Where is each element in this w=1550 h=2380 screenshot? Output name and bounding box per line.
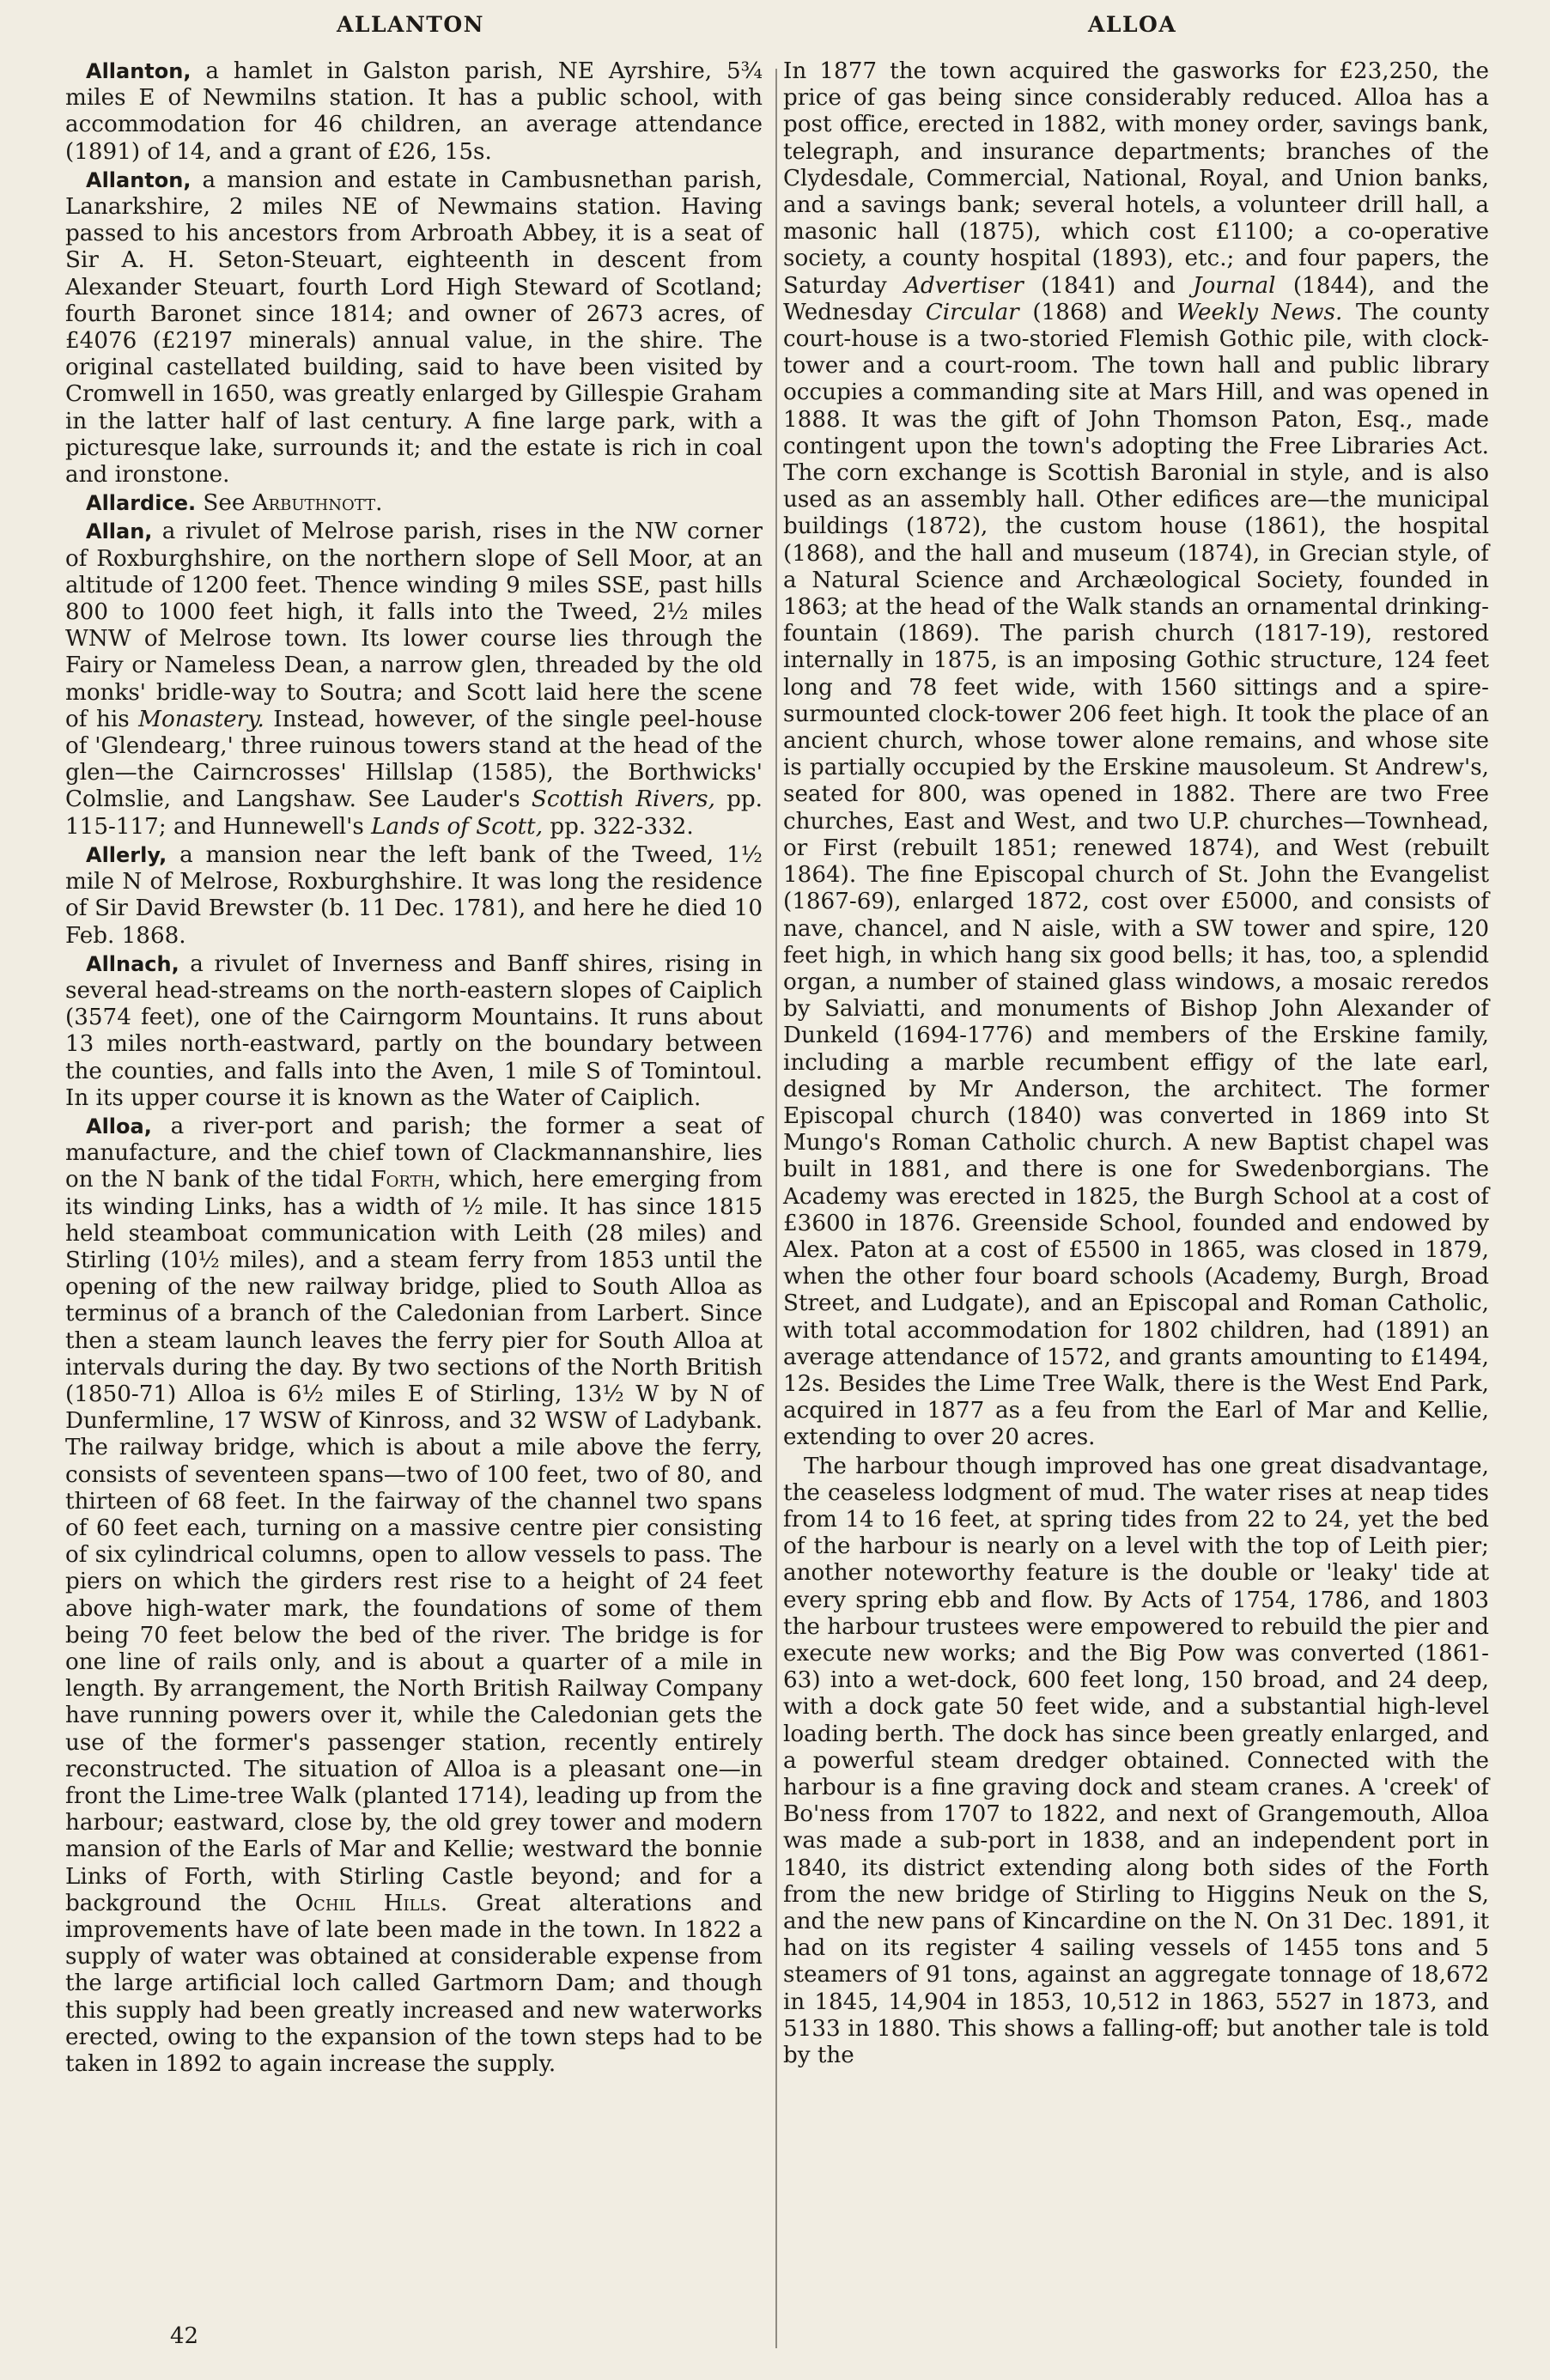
entry-headword: Allnach, [86,951,179,976]
book-title: Monastery. [138,706,264,732]
entry-headword: Allanton, [86,167,191,192]
entry-allardice: Allardice. See Arbuthnott. [86,490,383,517]
entry-text: a rivulet of Inverness and Banff shires, rising in several head-streams on the north-eastern slopes of Caiplich (3574 feet), one of the Cairngorm Mountains. It runs about 13 miles north-eastward, partly on the boundary between the counties, and falls into the Aven, 1 mile S of Tomintoul. In its upper course it is known as the Water of Caiplich. [65,950,763,1111]
newspaper-title: Weekly News. [1176,299,1343,325]
newspaper-title: Journal [1193,272,1276,299]
column-divider [775,69,777,2348]
book-title: Scottish Rivers, [531,786,715,813]
entry-text: See [196,490,252,517]
running-header-right: ALLOA [1088,12,1177,37]
entry-headword: Allerly, [86,842,167,867]
cross-reference: Arbuthnott [252,490,376,517]
page-number: 42 [170,2323,199,2349]
entry-headword: Allardice. [86,491,197,516]
entry-text: a mansion near the left bank of the Tweed, 1½ mile N of Melrose, Roxburghshire. It was long the residence of Sir David Brewster (b. 11 Dec. 1781), and here he died 10 Feb. 1868. [65,841,763,949]
cross-reference: Ochil Hills [295,1890,441,1916]
entry-text: a hamlet in Galston parish, NE Ayrshire, 5¾ miles E of Newmilns station. It has a public school, with accommodation for 46 children, an average attendance (1891) of 14, and a grant of £26, 15s. [65,58,763,165]
entry-headword: Allanton, [86,59,191,83]
entry-headword: Allan, [86,519,153,544]
newspaper-title: Circular [925,299,1019,325]
right-column [783,58,1489,2359]
entry-allan: Allan, a rivulet of Melrose parish, rises in the NW corner of Roxburghshire, on the northern slope of Sell Moor, at an altitude of 1200 feet. Thence winding 9 miles SSE, past hills 800 to 1000 feet high, it falls into the Tweed, 2½ miles WNW of Melrose town. Its lower course lies through the Fairy or Nameless Dean, a narrow glen, threaded by the old monks' bridle-way to Soutra; and Scott laid here the scene of his Monastery. Instead, however, of the single peel-house of 'Glendearg,' three ruinous towers stand at the head of the glen—the Cairncrosses' Hillslap (1585), the Borthwicks' Colmslie, and Langshaw. See Lauder's Scottish Rivers, pp. 115-117; and Hunnewell's Lands of Scott, pp. 322-332. [65,519,763,840]
entry-allanton-mansion [65,167,763,489]
entry-allanton-hamlet [65,58,763,166]
entry-headword: Alloa, [86,1114,152,1138]
newspaper-title: Advertiser [903,272,1024,299]
alloa-town-paragraph: In 1877 the town acquired the gasworks for £23,250, the price of gas being since considerably reduced. Alloa has a post office, erected in 1882, with money order, savings bank, telegraph, and insurance departments; branches of the Clydesdale, Commercial, National, Royal, and Union banks, and a savings bank; several hotels, a volunteer drill hall, a masonic hall (1875), which cost £1100; a co-operative society, a county hospital (1893), etc.; and four papers, the Saturday Advertiser (1841) and Journal (1844), and the Wednesday Circular (1868) and Weekly News. The county court-house is a two-storied Flemish Gothic pile, with clock-tower and a court-room. The town hall and public library occupies a commanding site at Mars Hill, and was opened in 1888. It was the gift of John Thomson Paton, Esq., made contingent upon the town's adopting the Free Libraries Act. The corn exchange is Scottish Baronial in style, and is also used as an assembly hall. Other edifices are—the municipal buildings (1872), the custom house (1861), the hospital (1868), and the hall and museum (1874), in Grecian style, of a Natural Science and Archæological Society, founded in 1863; at the head of the Walk stands an ornamental drinking-fountain (1869). The parish church (1817-19), restored internally in 1875, is an imposing Gothic structure, 124 feet long and 78 feet wide, with 1560 sittings and a spire-surmounted clock-tower 206 feet high. It took the place of an ancient church, whose tower alone remains, and whose site is partially occupied by the Erskine mausoleum. St Andrew's, seated for 800, was opened in 1882. There are two Free churches, East and West, and two U.P. churches—Townhead, or First (rebuilt 1851; renewed 1874), and West (rebuilt 1864). The fine Episcopal church of St. John the Evangelist (1867-69), enlarged 1872, cost over £5000, and consists of nave, chancel, and N aisle, with a SW tower and spire, 120 feet high, in which hang six good bells; it has, too, a splendid organ, a number of stained glass windows, a mosaic reredos by Salviatti, and monuments of Bishop John Alexander of Dunkeld (1694-1776) and members of the Erskine family, including a marble recumbent effigy of the late earl, designed by Mr Anderson, the architect. The former Episcopal church (1840) was converted in 1869 into St Mungo's Roman Catholic church. A new Baptist chapel was built in 1881, and there is one for Swedenborgians. The Academy was erected in 1825, the Burgh School at a cost of £3600 in 1876. Greenside School, founded and endowed by Alex. Paton at a cost of £5500 in 1865, was closed in 1879, when the other four board schools (Academy, Burgh, Broad Street, and Ludgate), and an Episcopal and Roman Catholic, with total accommodation for 1802 children, had (1891) an average attendance of 1572, and grants amounting to £1494, 12s. Besides the Lime Tree Walk, there is the West End Park, acquired in 1877 as a feu from the Earl of Mar and Kellie, extending to over 20 acres. [783,58,1490,1451]
running-header-left: ALLANTON [337,12,485,37]
cross-reference: Forth [370,1167,435,1193]
book-title: Lands of Scott, [371,813,544,840]
alloa-harbour-paragraph: The harbour though improved has one great disadvantage, the ceaseless lodgment of mud. The water rises at neap tides from 14 to 16 feet, at spring tides from 22 to 24, yet the bed of the harbour is nearly on a level with the top of Leith pier; another noteworthy feature is the double or 'leaky' tide at every spring ebb and flow. By Acts of 1754, 1786, and 1803 the harbour trustees were empowered to rebuild the pier and execute new works; and the Big Pow was converted (1861-63) into a wet-dock, 600 feet long, 150 broad, and 24 deep, with a dock gate 50 feet wide, and a substantial high-level loading berth. The dock has since been greatly enlarged, and a powerful steam dredger obtained. Connected with the harbour is a fine graving dock and steam cranes. A 'creek' of Bo'ness from 1707 to 1822, and next of Grangemouth, Alloa was made a sub-port in 1838, and an independent port in 1840, its district extending along both sides of the Forth from the new bridge of Stirling to Higgins Neuk on the S, and the new pans of Kincardine on the N. On 31 Dec. 1891, it had on its register 4 sailing vessels of 1455 tons and 5 steamers of 91 tons, against an aggregate tonnage of 18,672 in 1845, 14,904 in 1853, 10,512 in 1863, 5527 in 1873, and 5133 in 1880. This shows a falling-off; but another tale is told by the [783,1453,1489,2069]
left-column [65,58,763,2342]
entry-text: a mansion and estate in Cambusnethan parish, Lanarkshire, 2 miles NE of Newmains station. Having passed to his ancestors from Arbroath Abbey, it is a seat of Sir A. H. Seton-Steuart, eighteenth in descent from Alexander Steuart, fourth Lord High Steward of Scotland; fourth Baronet since 1814; and owner of 2673 acres, of £4076 (£2197 minerals) annual value, in the shire. The original castellated building, said to have been visited by Cromwell in 1650, was greatly enlarged by Gillespie Graham in the latter half of last century. A fine large park, with a picturesque lake, surrounds it; and the estate is rich in coal and ironstone. [65,167,763,489]
entry-allnach [65,951,763,1112]
entry-alloa: Alloa, a river-port and parish; the former a seat of manufacture, and the chief town of Clackmannanshire, lies on the N bank of the tidal Forth, which, here emerging from its winding Links, has a width of ½ mile. It has since 1815 held steamboat communication with Leith (28 miles) and Stirling (10½ miles), and a steam ferry from 1853 until the opening of the new railway bridge, plied to South Alloa as terminus of a branch of the Caledonian from Larbert. Since then a steam launch leaves the ferry pier for South Alloa at intervals during the day. By two sections of the North British (1850-71) Alloa is 6½ miles E of Stirling, 13½ W by N of Dunfermline, 17 WSW of Kinross, and 32 WSW of Ladybank. The railway bridge, which is about a mile above the ferry, consists of seventeen spans—two of 100 feet, two of 80, and thirteen of 68 feet. In the fairway of the channel two spans of 60 feet each, turning on a massive centre pier consisting of six cylindrical columns, open to allow vessels to pass. The piers on which the girders rest rise to a height of 24 feet above high-water mark, the foundations of some of them being 70 feet below the bed of the river. The bridge is for one line of rails only, and is about a quarter of a mile in length. By arrangement, the North British Railway Company have running powers over it, while the Caledonian gets the use of the former's passenger station, recently entirely reconstructed. The situation of Alloa is a pleasant one—in front the Lime-tree Walk (planted 1714), leading up from the harbour; eastward, close by, the old grey tower and modern mansion of the Earls of Mar and Kellie; westward the bonnie Links of Forth, with Stirling Castle beyond; and for a background the Ochil Hills. Great alterations and improvements have of late been made in the town. In 1822 a supply of water was obtained at considerable expense from the large artificial loch called Gartmorn Dam; and though this supply had been greatly increased and new waterworks erected, owing to the expansion of the town steps had to be taken in 1892 to again increase the supply. [65,1113,763,2078]
entry-allerly [65,842,763,950]
